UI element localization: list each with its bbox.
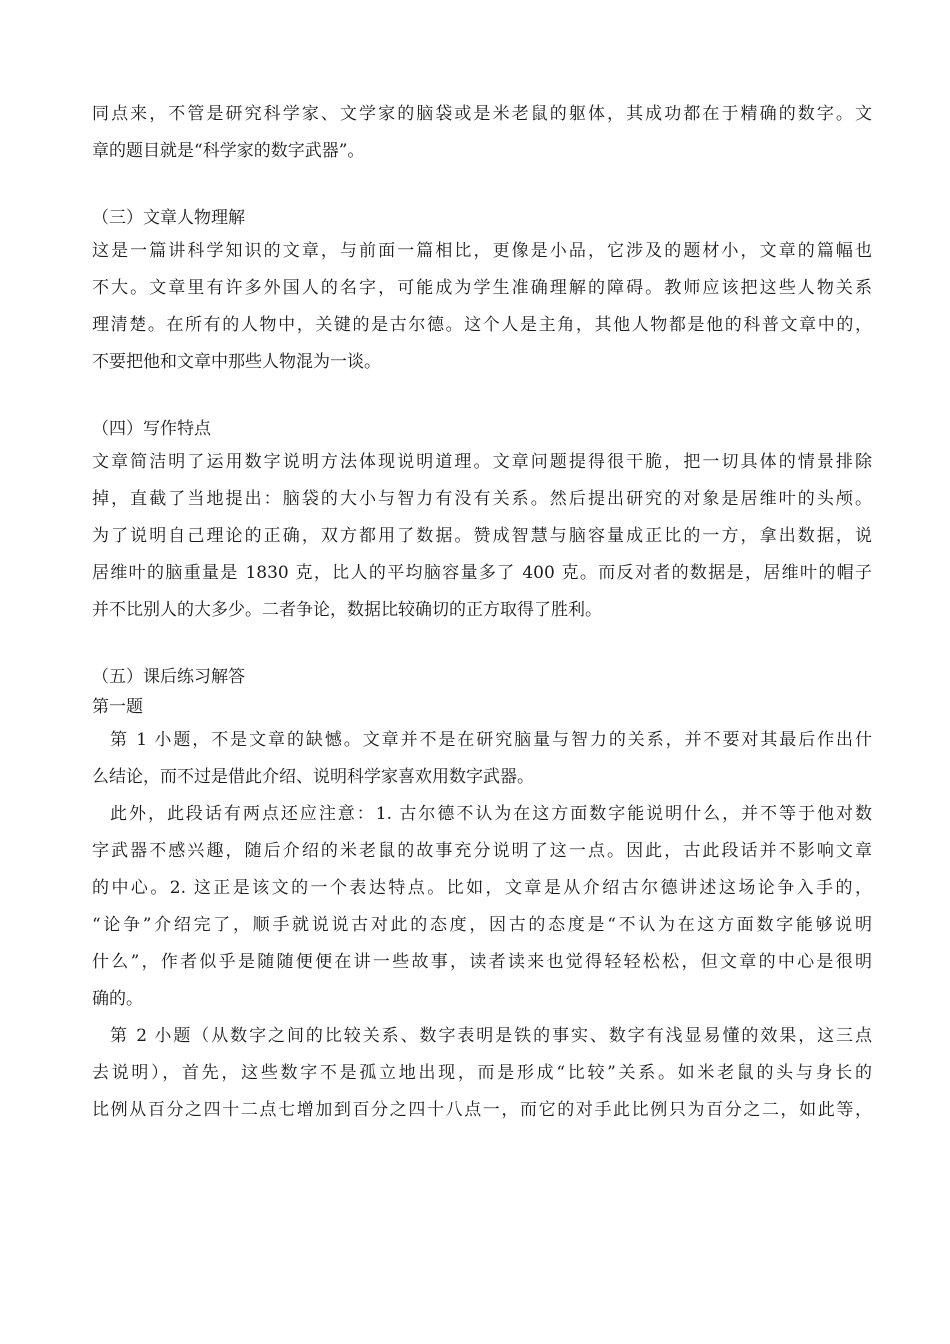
section-heading: （三）文章人物理解 [92, 208, 245, 228]
paragraph-line: 为了说明自己理论的正确，双方都用了数据。赞成智慧与脑容量成正比的一方，拿出数据，说 [92, 526, 872, 546]
paragraph-line: 并不比别人的大多少。二者争论，数据比较确切的正方取得了胜利。 [92, 600, 602, 620]
paragraph-line: 的中心。2. 这正是该文的一个表达特点。比如，文章是从介绍古尔德讲述这场论争入手的， [92, 878, 872, 898]
paragraph-line: 第 2 小题（从数字之间的比较关系、数字表明是铁的事实、数字有浅显易懂的效果，这三点 [110, 1026, 872, 1046]
section-heading: （四）写作特点 [92, 419, 211, 439]
paragraph-line: 这是一篇讲科学知识的文章，与前面一篇相比，更像是小品，它涉及的题材小，文章的篇幅也 [92, 241, 872, 261]
paragraph-line: 此外，此段话有两点还应注意：1. 古尔德不认为在这方面数字能说明什么，并不等于他对数 [110, 804, 872, 824]
paragraph-line: 么结论，而不过是借此介绍、说明科学家喜欢用数字武器。 [92, 767, 534, 787]
section2-tail [92, 96, 872, 170]
paragraph-line: 不大。文章里有许多外国人的名字，可能成为学生准确理解的障碍。教师应该把这些人物关系 [92, 278, 872, 298]
paragraph-line: 字武器不感兴趣，随后介绍的米老鼠的故事充分说明了这一点。因此，古此段话并不影响文章 [92, 841, 872, 861]
paragraph-line: 居维叶的脑重量是 1830 克，比人的平均脑容量多了 400 克。而反对者的数据是，居维叶的帽子 [92, 563, 872, 583]
paragraph-line: 掉，直截了当地提出：脑袋的大小与智力有没有关系。然后提出研究的对象是居维叶的头颅。 [92, 489, 872, 509]
paragraph-line: 理清楚。在所有的人物中，关键的是古尔德。这个人是主角，其他人物都是他的科普文章中的， [92, 315, 872, 335]
paragraph-line: 什么”，作者似乎是随随便便在讲一些故事，读者读来也觉得轻轻松松，但文章的中心是很明 [92, 952, 872, 972]
section3 [92, 203, 872, 381]
paragraph-line: 确的。 [92, 989, 143, 1009]
paragraph-line: 文章简洁明了运用数字说明方法体现说明道理。文章问题提得很干脆，把一切具体的情景排除 [92, 452, 872, 472]
paragraph-line: 去说明），首先，这些数字不是孤立地出现，而是形成“比较”关系。如米老鼠的头与身长的 [92, 1063, 872, 1083]
subsection-heading: 第一题 [92, 697, 143, 717]
section-heading: （五）课后练习解答 [92, 667, 245, 687]
section4 [92, 414, 872, 629]
paragraph-line: “论争”介绍完了，顺手就说说古对此的态度，因古的态度是“不认为在这方面数字能够说明 [92, 915, 872, 935]
section5 [92, 662, 872, 1129]
paragraph-line: 比例从百分之四十二点七增加到百分之四十八点一，而它的对手此比例只为百分之二，如此等， [92, 1100, 872, 1120]
paragraph-line: 第 1 小题，不是文章的缺憾。文章并不是在研究脑量与智力的关系，并不要对其最后作出什 [110, 730, 872, 750]
paragraph-line: 不要把他和文章中那些人物混为一谈。 [92, 352, 381, 372]
paragraph-line: 同点来，不管是研究科学家、文学家的脑袋或是米老鼠的躯体，其成功都在于精确的数字。文 [92, 104, 872, 124]
paragraph-line: 章的题目就是“科学家的数字武器”。 [92, 141, 365, 161]
document-page [92, 96, 872, 1129]
